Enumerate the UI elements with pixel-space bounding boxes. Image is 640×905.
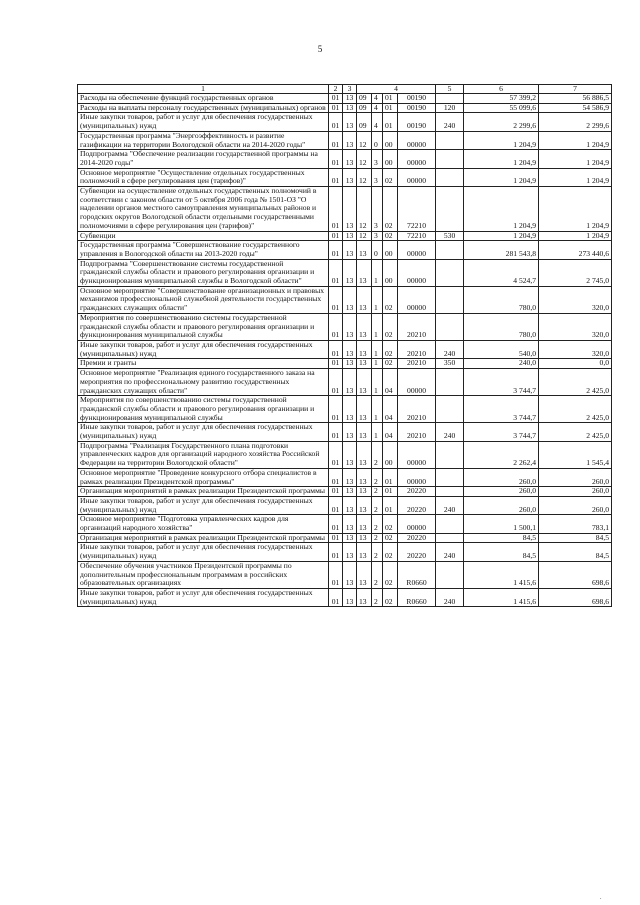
cell-c3: 13 xyxy=(343,286,357,313)
cell-k3: 01 xyxy=(383,496,398,514)
cell-k1: 13 xyxy=(357,496,372,514)
cell-k4: 00190 xyxy=(398,103,436,113)
table-row xyxy=(78,369,612,396)
cell-c3: 13 xyxy=(343,487,357,497)
cell-c2: 01 xyxy=(329,496,343,514)
cell-k4: 20210 xyxy=(398,396,436,423)
cell-k2: 2 xyxy=(372,588,383,606)
cell-k3: 02 xyxy=(383,187,398,232)
cell-c6: 4 524,7 xyxy=(464,259,539,286)
cell-k1: 09 xyxy=(357,103,372,113)
cell-k4: 00000 xyxy=(398,441,436,468)
cell-c6: 1 204,9 xyxy=(464,150,539,168)
table-row xyxy=(78,423,612,441)
cell-name: Иные закупки товаров, работ и услуг для обеспечения государственных (муниципальных) нужд xyxy=(78,543,329,561)
cell-k1: 13 xyxy=(357,313,372,340)
cell-k3: 01 xyxy=(383,103,398,113)
table-row xyxy=(78,286,612,313)
table-row xyxy=(78,187,612,232)
cell-c6: 84,5 xyxy=(464,533,539,543)
cell-c7: 260,0 xyxy=(539,487,612,497)
cell-k3: 02 xyxy=(383,231,398,241)
cell-c7: 1 204,9 xyxy=(539,187,612,232)
cell-name: Иные закупки товаров, работ и услуг для обеспечения государственных (муниципальных) нужд xyxy=(78,588,329,606)
cell-k4: 20220 xyxy=(398,487,436,497)
cell-c3: 13 xyxy=(343,588,357,606)
cell-k2: 0 xyxy=(372,131,383,149)
cell-k1: 09 xyxy=(357,113,372,131)
header-cell-5: 5 xyxy=(436,85,464,94)
cell-k3: 01 xyxy=(383,94,398,104)
cell-c6: 240,0 xyxy=(464,359,539,369)
table-row xyxy=(78,561,612,588)
cell-c5 xyxy=(436,94,464,104)
cell-c5: 240 xyxy=(436,496,464,514)
cell-c6: 1 204,9 xyxy=(464,187,539,232)
page-number: 5 xyxy=(317,44,323,54)
cell-k4: 00000 xyxy=(398,150,436,168)
cell-c7: 56 886,5 xyxy=(539,94,612,104)
cell-c6: 1 415,6 xyxy=(464,588,539,606)
cell-c2: 01 xyxy=(329,423,343,441)
cell-c5 xyxy=(436,259,464,286)
cell-k3: 02 xyxy=(383,286,398,313)
cell-c2: 01 xyxy=(329,259,343,286)
cell-c5 xyxy=(436,396,464,423)
cell-c7: 320,0 xyxy=(539,286,612,313)
cell-k4: 00190 xyxy=(398,94,436,104)
cell-name: Премии и гранты xyxy=(78,359,329,369)
cell-k4: 20210 xyxy=(398,340,436,358)
cell-c3: 13 xyxy=(343,131,357,149)
cell-c6: 55 099,6 xyxy=(464,103,539,113)
cell-c5 xyxy=(436,487,464,497)
cell-c6: 260,0 xyxy=(464,496,539,514)
cell-c3: 13 xyxy=(343,441,357,468)
cell-c5 xyxy=(436,168,464,186)
cell-c3: 13 xyxy=(343,241,357,259)
cell-k1: 12 xyxy=(357,187,372,232)
cell-c5: 350 xyxy=(436,359,464,369)
cell-c3: 13 xyxy=(343,369,357,396)
cell-c3: 13 xyxy=(343,187,357,232)
cell-name: Субвенции xyxy=(78,231,329,241)
table-row xyxy=(78,241,612,259)
cell-k4: 00000 xyxy=(398,515,436,533)
cell-c2: 01 xyxy=(329,94,343,104)
table-row xyxy=(78,487,612,497)
cell-c7: 1 204,9 xyxy=(539,168,612,186)
cell-k2: 1 xyxy=(372,340,383,358)
cell-k1: 13 xyxy=(357,396,372,423)
cell-k2: 3 xyxy=(372,231,383,241)
cell-k3: 01 xyxy=(383,113,398,131)
cell-c3: 13 xyxy=(343,396,357,423)
table-row xyxy=(78,340,612,358)
cell-k3: 02 xyxy=(383,515,398,533)
cell-c2: 01 xyxy=(329,187,343,232)
cell-k2: 4 xyxy=(372,113,383,131)
table-row xyxy=(78,231,612,241)
cell-k1: 12 xyxy=(357,168,372,186)
cell-c5: 530 xyxy=(436,231,464,241)
cell-k2: 1 xyxy=(372,286,383,313)
cell-k1: 13 xyxy=(357,286,372,313)
cell-k1: 13 xyxy=(357,259,372,286)
cell-c3: 13 xyxy=(343,103,357,113)
cell-k2: 2 xyxy=(372,515,383,533)
cell-c7: 2 425,0 xyxy=(539,423,612,441)
cell-c2: 01 xyxy=(329,286,343,313)
header-cell-1: 1 xyxy=(78,85,329,94)
cell-c5 xyxy=(436,533,464,543)
cell-c5 xyxy=(436,286,464,313)
cell-k2: 1 xyxy=(372,313,383,340)
cell-c6: 780,0 xyxy=(464,313,539,340)
cell-k2: 1 xyxy=(372,259,383,286)
budget-table xyxy=(77,84,612,607)
cell-k4: 00000 xyxy=(398,286,436,313)
cell-k1: 13 xyxy=(357,468,372,486)
cell-k2: 2 xyxy=(372,561,383,588)
cell-k2: 2 xyxy=(372,533,383,543)
cell-k4: 20210 xyxy=(398,313,436,340)
cell-c7: 1 204,9 xyxy=(539,131,612,149)
cell-c2: 01 xyxy=(329,359,343,369)
cell-c7: 0,0 xyxy=(539,359,612,369)
cell-c5 xyxy=(436,241,464,259)
cell-c2: 01 xyxy=(329,369,343,396)
cell-k3: 02 xyxy=(383,168,398,186)
cell-name: Основное мероприятие "Осуществление отдельных государственных полномочий в сфере регулирования цен (тарифов)" xyxy=(78,168,329,186)
cell-c7: 260,0 xyxy=(539,468,612,486)
cell-k3: 00 xyxy=(383,131,398,149)
cell-k3: 04 xyxy=(383,423,398,441)
cell-c5: 240 xyxy=(436,423,464,441)
table-row xyxy=(78,94,612,104)
cell-c2: 01 xyxy=(329,150,343,168)
cell-c2: 01 xyxy=(329,515,343,533)
cell-c6: 1 204,9 xyxy=(464,131,539,149)
cell-k2: 2 xyxy=(372,468,383,486)
cell-c7: 260,0 xyxy=(539,496,612,514)
cell-c7: 2 425,0 xyxy=(539,396,612,423)
cell-k1: 13 xyxy=(357,515,372,533)
cell-k2: 4 xyxy=(372,103,383,113)
table-row xyxy=(78,359,612,369)
cell-c2: 01 xyxy=(329,313,343,340)
cell-k2: 3 xyxy=(372,168,383,186)
cell-name: Основное мероприятие "Совершенствование организационных и правовых механизмов профессиональной служебной деятельности государственных гражданских служащих области" xyxy=(78,286,329,313)
table-row xyxy=(78,543,612,561)
cell-k2: 2 xyxy=(372,543,383,561)
cell-c6: 1 415,6 xyxy=(464,561,539,588)
cell-k1: 13 xyxy=(357,369,372,396)
cell-c6: 1 500,1 xyxy=(464,515,539,533)
cell-c2: 01 xyxy=(329,396,343,423)
cell-c2: 01 xyxy=(329,561,343,588)
cell-c3: 13 xyxy=(343,423,357,441)
cell-c7: 2 425,0 xyxy=(539,369,612,396)
cell-k4: 00000 xyxy=(398,369,436,396)
cell-c5: 120 xyxy=(436,103,464,113)
cell-k1: 13 xyxy=(357,340,372,358)
cell-c6: 1 204,9 xyxy=(464,168,539,186)
cell-k3: 02 xyxy=(383,561,398,588)
cell-k1: 13 xyxy=(357,359,372,369)
cell-c7: 2 299,6 xyxy=(539,113,612,131)
cell-c7: 698,6 xyxy=(539,561,612,588)
cell-c5 xyxy=(436,369,464,396)
cell-c6: 260,0 xyxy=(464,487,539,497)
cell-c6: 3 744,7 xyxy=(464,369,539,396)
cell-c3: 13 xyxy=(343,313,357,340)
cell-c3: 13 xyxy=(343,468,357,486)
cell-c2: 01 xyxy=(329,468,343,486)
cell-c2: 01 xyxy=(329,441,343,468)
cell-name: Мероприятия по совершенствованию системы государственной гражданской службы области и правового регулирования организации и функционирования муниципальной службы xyxy=(78,313,329,340)
cell-k1: 13 xyxy=(357,487,372,497)
cell-c7: 84,5 xyxy=(539,533,612,543)
cell-name: Расходы на выплаты персоналу государственных (муниципальных) органов xyxy=(78,103,329,113)
cell-c2: 01 xyxy=(329,533,343,543)
cell-c7: 84,5 xyxy=(539,543,612,561)
cell-k2: 2 xyxy=(372,441,383,468)
cell-c2: 01 xyxy=(329,241,343,259)
cell-c2: 01 xyxy=(329,231,343,241)
cell-c2: 01 xyxy=(329,103,343,113)
cell-k2: 2 xyxy=(372,487,383,497)
table-row xyxy=(78,150,612,168)
cell-k4: 00000 xyxy=(398,241,436,259)
cell-k2: 2 xyxy=(372,496,383,514)
cell-k1: 13 xyxy=(357,543,372,561)
cell-name: Субвенции на осуществление отдельных государственных полномочий в соответствии с законом области от 5 октября 2006 года № 1501-ОЗ "О наделении органов местного самоуправления муниципальных районов и городских округов Вологодской области отдельными государственными полномочиями в сфере регулирования цен (тарифов)" xyxy=(78,187,329,232)
cell-c7: 273 440,6 xyxy=(539,241,612,259)
cell-k4: 00000 xyxy=(398,168,436,186)
cell-c3: 13 xyxy=(343,231,357,241)
cell-name: Расходы на обеспечение функций государственных органов xyxy=(78,94,329,104)
cell-c2: 01 xyxy=(329,131,343,149)
cell-name: Подпрограмма "Реализация Государственного плана подготовки управленческих кадров для организаций народного хозяйства Российской Федерации на территории Вологодской области" xyxy=(78,441,329,468)
cell-k4: 20220 xyxy=(398,543,436,561)
cell-k4: 20220 xyxy=(398,496,436,514)
cell-c6: 3 744,7 xyxy=(464,396,539,423)
table-row xyxy=(78,468,612,486)
cell-name: Организация мероприятий в рамках реализации Президентской программы xyxy=(78,533,329,543)
cell-k2: 1 xyxy=(372,359,383,369)
cell-name: Основное мероприятие "Реализация единого государственного заказа на мероприятия по профессиональному развитию государственных гражданских служащих области" xyxy=(78,369,329,396)
cell-c5: 240 xyxy=(436,588,464,606)
table-row xyxy=(78,259,612,286)
cell-c3: 13 xyxy=(343,515,357,533)
cell-name: Основное мероприятие "Подготовка управленческих кадров для организаций народного хозяйства" xyxy=(78,515,329,533)
cell-k4: 00000 xyxy=(398,468,436,486)
cell-name: Основное мероприятие "Проведение конкурсного отбора специалистов в рамках реализации Президентской программы" xyxy=(78,468,329,486)
cell-c6: 1 204,9 xyxy=(464,231,539,241)
table-row xyxy=(78,588,612,606)
cell-k3: 01 xyxy=(383,487,398,497)
cell-c2: 01 xyxy=(329,340,343,358)
cell-c3: 13 xyxy=(343,150,357,168)
cell-c3: 13 xyxy=(343,543,357,561)
cell-name: Подпрограмма "Совершенствование системы государственной гражданской службы области и правового регулирования организации и функционирования муниципальной службы в Вологодской области" xyxy=(78,259,329,286)
cell-c5 xyxy=(436,150,464,168)
cell-c7: 698,6 xyxy=(539,588,612,606)
cell-name: Иные закупки товаров, работ и услуг для обеспечения государственных (муниципальных) нужд xyxy=(78,496,329,514)
cell-k3: 02 xyxy=(383,340,398,358)
cell-k2: 0 xyxy=(372,241,383,259)
cell-k3: 00 xyxy=(383,441,398,468)
cell-c7: 1 204,9 xyxy=(539,231,612,241)
cell-c6: 3 744,7 xyxy=(464,423,539,441)
cell-k1: 12 xyxy=(357,231,372,241)
cell-c5 xyxy=(436,187,464,232)
cell-c5 xyxy=(436,561,464,588)
cell-c6: 281 543,8 xyxy=(464,241,539,259)
table-row xyxy=(78,533,612,543)
cell-k1: 13 xyxy=(357,533,372,543)
cell-c3: 13 xyxy=(343,561,357,588)
table-row xyxy=(78,441,612,468)
table-row xyxy=(78,168,612,186)
cell-c3: 13 xyxy=(343,94,357,104)
cell-c3: 13 xyxy=(343,168,357,186)
cell-c6: 540,0 xyxy=(464,340,539,358)
cell-c7: 1 545,4 xyxy=(539,441,612,468)
cell-c6: 2 299,6 xyxy=(464,113,539,131)
table-row xyxy=(78,103,612,113)
cell-k4: 00000 xyxy=(398,259,436,286)
cell-k2: 1 xyxy=(372,423,383,441)
table-row xyxy=(78,113,612,131)
header-cell-2: 2 xyxy=(329,85,343,94)
cell-name: Подпрограмма "Обеспечение реализации государственной программы на 2014-2020 годы" xyxy=(78,150,329,168)
cell-c6: 57 399,2 xyxy=(464,94,539,104)
table-row xyxy=(78,496,612,514)
cell-c5 xyxy=(436,131,464,149)
cell-c2: 01 xyxy=(329,588,343,606)
cell-name: Государственная программа "Совершенствование государственного управления в Вологодской области на 2013-2020 годы" xyxy=(78,241,329,259)
cell-c3: 13 xyxy=(343,496,357,514)
cell-k3: 02 xyxy=(383,313,398,340)
cell-k3: 00 xyxy=(383,150,398,168)
cell-name: Иные закупки товаров, работ и услуг для обеспечения государственных (муниципальных) нужд xyxy=(78,423,329,441)
cell-c3: 13 xyxy=(343,533,357,543)
cell-k4: R0660 xyxy=(398,588,436,606)
cell-c7: 320,0 xyxy=(539,340,612,358)
cell-c2: 01 xyxy=(329,113,343,131)
cell-k4: 20210 xyxy=(398,423,436,441)
cell-c2: 01 xyxy=(329,543,343,561)
cell-k3: 04 xyxy=(383,396,398,423)
cell-k1: 13 xyxy=(357,561,372,588)
cell-c5: 240 xyxy=(436,113,464,131)
cell-name: Государственная программа "Энергоэффективность и развитие газификации на территории Вологодской области на 2014-2020 годы" xyxy=(78,131,329,149)
cell-k2: 3 xyxy=(372,150,383,168)
cell-k1: 13 xyxy=(357,441,372,468)
cell-k4: 00000 xyxy=(398,131,436,149)
cell-name: Организация мероприятий в рамках реализации Президентской программы xyxy=(78,487,329,497)
cell-c5: 240 xyxy=(436,543,464,561)
cell-c3: 13 xyxy=(343,359,357,369)
cell-c3: 13 xyxy=(343,113,357,131)
cell-k4: 20210 xyxy=(398,359,436,369)
cell-c5 xyxy=(436,313,464,340)
cell-c5 xyxy=(436,468,464,486)
cell-k2: 3 xyxy=(372,187,383,232)
table-row xyxy=(78,515,612,533)
cell-k1: 13 xyxy=(357,588,372,606)
cell-k3: 02 xyxy=(383,543,398,561)
header-row xyxy=(78,85,612,94)
cell-name: Мероприятия по совершенствованию системы государственной гражданской службы области и правового регулирования организации и функционирования муниципальной службы xyxy=(78,396,329,423)
header-cell-3: 3 xyxy=(343,85,357,94)
cell-k1: 12 xyxy=(357,131,372,149)
header-cell-6: 6 xyxy=(464,85,539,94)
header-cell-7: 7 xyxy=(539,85,612,94)
cell-c2: 01 xyxy=(329,168,343,186)
cell-c7: 320,0 xyxy=(539,313,612,340)
cell-k1: 09 xyxy=(357,94,372,104)
cell-k3: 00 xyxy=(383,259,398,286)
cell-name: Иные закупки товаров, работ и услуг для обеспечения государственных (муниципальных) нужд xyxy=(78,340,329,358)
cell-c5: 240 xyxy=(436,340,464,358)
cell-k1: 13 xyxy=(357,241,372,259)
cell-c5 xyxy=(436,515,464,533)
cell-k4: 72210 xyxy=(398,187,436,232)
cell-c3: 13 xyxy=(343,340,357,358)
cell-k4: R0660 xyxy=(398,561,436,588)
cell-c3: 13 xyxy=(343,259,357,286)
cell-c2: 01 xyxy=(329,487,343,497)
cell-c6: 2 262,4 xyxy=(464,441,539,468)
cell-k4: 72210 xyxy=(398,231,436,241)
cell-k2: 1 xyxy=(372,369,383,396)
cell-c6: 260,0 xyxy=(464,468,539,486)
table-row xyxy=(78,396,612,423)
cell-k3: 00 xyxy=(383,241,398,259)
footer-mark: . xyxy=(600,895,602,901)
cell-k3: 01 xyxy=(383,468,398,486)
cell-k3: 02 xyxy=(383,533,398,543)
cell-k3: 02 xyxy=(383,359,398,369)
cell-c7: 54 586,9 xyxy=(539,103,612,113)
table-row xyxy=(78,131,612,149)
cell-k3: 04 xyxy=(383,369,398,396)
cell-c7: 1 204,9 xyxy=(539,150,612,168)
cell-c6: 780,0 xyxy=(464,286,539,313)
cell-k1: 13 xyxy=(357,423,372,441)
cell-c6: 84,5 xyxy=(464,543,539,561)
cell-k4: 20220 xyxy=(398,533,436,543)
cell-c5 xyxy=(436,441,464,468)
cell-k4: 00190 xyxy=(398,113,436,131)
header-cell-4: 4 xyxy=(357,85,436,94)
cell-k1: 12 xyxy=(357,150,372,168)
table-row xyxy=(78,313,612,340)
cell-c7: 2 745,0 xyxy=(539,259,612,286)
cell-k3: 02 xyxy=(383,588,398,606)
cell-name: Обеспечение обучения участников Президентской программы по дополнительным профессиональным программам в российских образовательных организациях xyxy=(78,561,329,588)
cell-c7: 783,1 xyxy=(539,515,612,533)
cell-k2: 1 xyxy=(372,396,383,423)
cell-name: Иные закупки товаров, работ и услуг для обеспечения государственных (муниципальных) нужд xyxy=(78,113,329,131)
cell-k2: 4 xyxy=(372,94,383,104)
